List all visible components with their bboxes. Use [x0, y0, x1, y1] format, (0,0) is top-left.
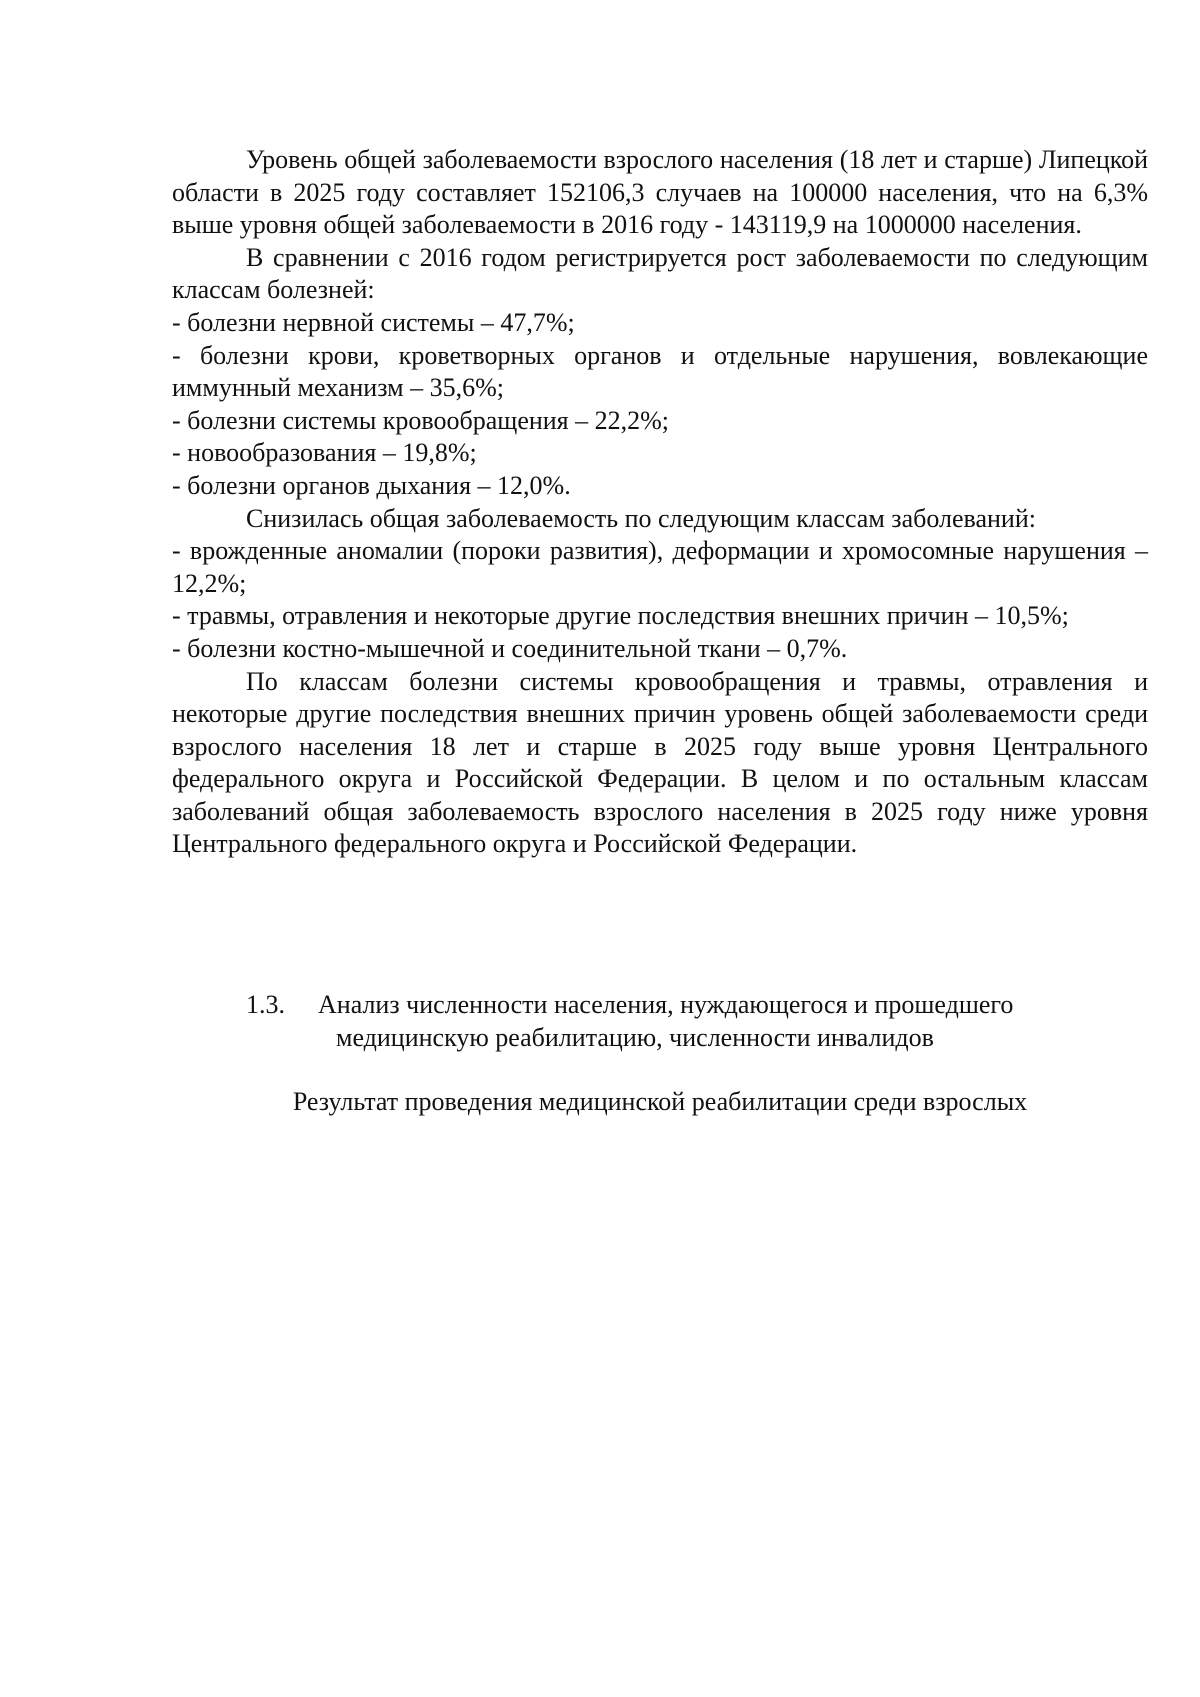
list-item-circulatory-system: - болезни системы кровообращения – 22,2%; — [172, 405, 670, 435]
list-item-respiratory: - болезни органов дыхания – 12,0%. — [172, 470, 571, 500]
section-title-part-2: медицинскую реабилитацию, численности инвалидов — [336, 1023, 934, 1052]
paragraph-comparison-cfd-rf: По классам болезни системы кровообращения и травмы, отравления и некоторые другие последствия внешних причин уровень общей заболеваемости среди взрослого населения 18 лет и старше в 2025 году выше уровня Центрального федерального округа и Российской Федерации. В целом и по остальным классам заболеваний общая заболеваемость взрослого населения в 2025 году ниже уровня Центрального федерального округа и Российской Федерации. — [172, 666, 1148, 859]
section-heading — [246, 988, 1126, 1054]
list-item-neoplasms: - новообразования – 19,8%; — [172, 438, 477, 468]
section-number: 1.3. — [246, 990, 285, 1019]
body-text — [172, 144, 1148, 861]
list-item-congenital-anomalies: - врожденные аномалии (пороки развития), деформации и хромосомные нарушения – 12,2%; — [172, 536, 1148, 598]
section-heading-line-1 — [246, 988, 1126, 1021]
list-item-musculoskeletal: - болезни костно-мышечной и соединительной ткани – 0,7%. — [172, 633, 848, 663]
list-item-nervous-system: - болезни нервной системы – 47,7%; — [172, 307, 575, 337]
list-item-blood-diseases: - болезни крови, кроветворных органов и отдельные нарушения, вовлекающие иммунный механизм – 35,6%; — [172, 340, 1148, 403]
paragraph-decrease-intro: Снизилась общая заболеваемость по следующим классам заболеваний: — [246, 503, 1036, 533]
paragraph-growth-intro: В сравнении с 2016 годом регистрируется рост заболеваемости по следующим классам болезней: — [172, 242, 1148, 305]
paragraph-adult-morbidity-level: Уровень общей заболеваемости взрослого населения (18 лет и старше) Липецкой области в 2025 году составляет 152106,3 случаев на 100000 населения, что на 6,3% выше уровня общей заболеваемости в 2016 году - 143119,9 на 1000000 населения. — [172, 145, 1148, 240]
list-item-injuries: - травмы, отравления и некоторые другие последствия внешних причин – 10,5%; — [172, 601, 1069, 631]
subheading: Результат проведения медицинской реабилитации среди взрослых — [292, 1087, 1028, 1116]
section-title-part-1: Анализ численности населения, нуждающегося и прошедшего — [318, 990, 1014, 1019]
